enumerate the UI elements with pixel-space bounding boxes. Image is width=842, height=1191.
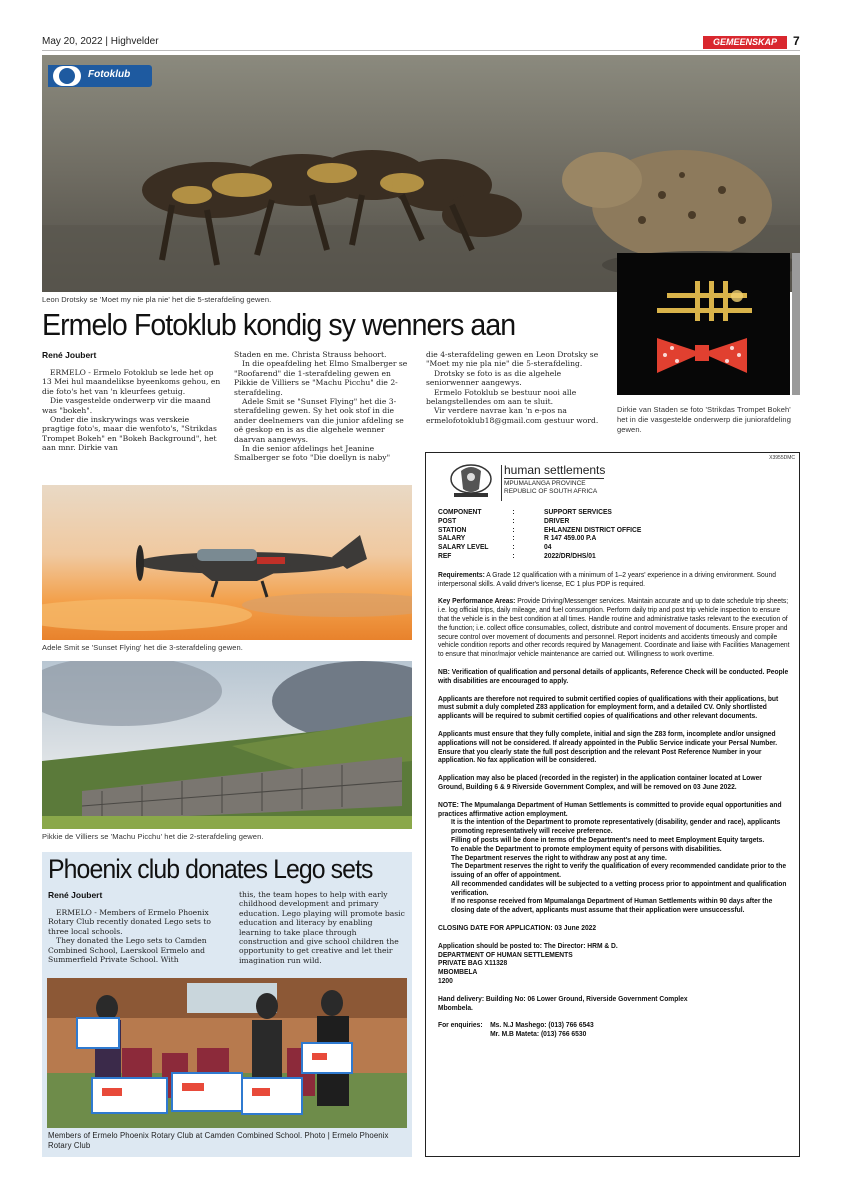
postal-line: PRIVATE BAG X11328 xyxy=(438,958,508,968)
page-number: 7 xyxy=(793,34,800,48)
phoenix-byline: René Joubert xyxy=(48,890,103,900)
phoenix-article-box xyxy=(42,852,412,1157)
article-paragraph: Drotsky se foto is as die algehele seniorwenner aangewys. xyxy=(426,368,562,388)
postal-line: Application should be posted to: The Director: HRM & D. xyxy=(438,940,618,950)
advert-code: X3955DMC xyxy=(769,455,795,461)
post-detail-value: DRIVER xyxy=(544,515,570,525)
trumpet-photo xyxy=(617,253,790,395)
article-paragraph: Vir verdere navrae kan 'n e-pos na ermelofotoklub18@gmail.com gestuur word. xyxy=(426,406,599,425)
article-headline: Ermelo Fotoklub kondig sy wenners aan xyxy=(42,307,516,342)
post-detail-separator: : xyxy=(512,550,515,560)
photo-edge-strip xyxy=(792,253,800,395)
sunset-flying-image xyxy=(42,485,412,640)
sunset-plane-photo xyxy=(42,485,412,640)
phoenix-photo-caption: Members of Ermelo Phoenix Rotary Club at Camden Combined School. Photo | Ermelo Phoenix Rotary Club xyxy=(48,1131,389,1150)
machu-picchu-photo xyxy=(42,661,412,829)
post-detail-label: STATION xyxy=(438,524,467,534)
phoenix-paragraph: They donated the Lego sets to Camden Combined School, Laerskool Ermelo and Summerfield Private School. With xyxy=(48,936,207,965)
note-item: The Department reserves the right to verify the qualification of every recommended candidate prior to the issuing of an offer of appointment. xyxy=(451,861,787,880)
hand-delivery-line: Mbombela. xyxy=(438,1002,473,1012)
article-paragraph: In die opeafdeling het Elmo Smalberger se "Roofarend" die 1-sterafdeling gewen en Pikkie de Villiers se "Machu Picchu" die 2-sterafdeling. xyxy=(234,359,408,397)
kpa-paragraph xyxy=(438,597,790,659)
nb-paragraph: NB: Verification of qualification and personal details of applicants, Reference Check will be conducted. People with disabilities are encouraged to apply. xyxy=(438,666,789,685)
post-detail-row xyxy=(438,508,641,517)
post-detail-separator: : xyxy=(512,524,515,534)
post-detail-separator: : xyxy=(512,533,515,543)
post-detail-label: POST xyxy=(438,515,457,525)
enquiries-label: For enquiries: xyxy=(438,1020,483,1030)
article-paragraph: Staden en me. Christa Strauss behoort. xyxy=(234,350,387,359)
post-detail-separator: : xyxy=(512,542,515,552)
hand-delivery xyxy=(438,995,790,1013)
post-detail-separator: : xyxy=(512,515,515,525)
note-item: It is the intention of the Department to promote representatively (disability, gender and race), applicants promoting representatively will receive preference. xyxy=(451,817,781,836)
logo-divider xyxy=(501,465,502,501)
note-list xyxy=(438,818,790,915)
note-item: Filling of posts will be done in terms of the Department's need to meet Employment Equity targets. xyxy=(451,834,765,844)
camera-lens-icon xyxy=(59,68,75,84)
article-column-2 xyxy=(234,350,414,463)
enquiries-contact: Ms. N.J Mashego: (013) 766 6543 xyxy=(490,1020,594,1030)
z83-paragraph: Applicants must ensure that they fully complete, initial and sign the Z83 form, incomplete and/or unsigned applications will not be considered. If already appointed in the Public Service indicate your Persal Number. Ensure that you clearly state the full post description and the relevant Post Reference Number in your application. No fax application will be considered. xyxy=(438,728,778,765)
dept-logo-title: human settlements xyxy=(504,463,606,477)
postal-address xyxy=(438,942,790,986)
machu-photo-caption: Pikkie de Villiers se 'Machu Picchu' het die 2-sterafdeling gewen. xyxy=(42,832,264,841)
post-detail-label: COMPONENT xyxy=(438,507,482,516)
postal-line: 1200 xyxy=(438,976,453,986)
section-label: GEMEENSKAP xyxy=(703,36,787,49)
note-item: To enable the Department to promote employment equity of persons with disabilities. xyxy=(451,843,722,853)
phoenix-paragraph: ERMELO - Members of Ermelo Phoenix Rotary Club recently donated Lego sets to three local schools. xyxy=(48,908,211,936)
requirements-text: A Grade 12 qualification with a minimum of 1–2 years' experience in a driving environment. Sound interpersonal skills. A valid driver's license, EC 1 plus PDP is required. xyxy=(438,569,776,588)
hand-delivery-line: Hand delivery: Building No: 06 Lower Ground, Riverside Government Complex xyxy=(438,993,688,1003)
dept-logo-rule xyxy=(504,478,604,479)
issue-date: May 20, 2022 | Highvelder xyxy=(42,36,159,47)
note-item: If no response received from Mpumalanga Department of Human Settlements within 90 days after the closing date of the advert, applicants must assume that their application were unsuccessful. xyxy=(451,896,773,915)
kpa-text: Provide Driving/Messenger services. Maintain accurate and up to date schedule trip sheets; i.e. log official trips, daily mileage, and fuel consumption. Perform daily trip and post trip vehicle inspection to ensure that the vehicle is in the best condition at all times. Handle routine and administrative tasks relevant to the execution of the function; i.e. collect office consumables, collect, distribute and control movement of documents. Ensure proper and secure control over movement of documents and personnel. Report incidents and accidents timeously and compile vehicle condition reports and other records required by Management. Coordinate and liaise with Facilities Management to ensure that minor/major vehicle maintenance are carried out. Willingness to work overtime. xyxy=(438,596,790,659)
lego-donation-photo xyxy=(47,978,407,1128)
lego-group-image xyxy=(47,978,407,1128)
post-detail-row xyxy=(438,526,641,535)
coat-of-arms-icon xyxy=(446,461,496,501)
certified-paragraph: Applicants are therefore not required to submit certified copies of qualifications with their applications, but must submit a duly completed Z83 application for employment form, and a detailed CV. Only shortlisted applicants will be required to submit certified copies of qualifications and other relevant documents. xyxy=(438,693,779,721)
post-detail-row xyxy=(438,543,641,552)
phoenix-paragraph: this, the team hopes to help with early childhood development and primary education. Lego playing will promote basic education and literacy by enabling learning to take place through construction and give school children the opportunity to get creative and let their imagination run wild. xyxy=(239,890,405,965)
dept-logo-country: REPUBLIC OF SOUTH AFRICA xyxy=(504,488,598,495)
postal-line: DEPARTMENT OF HUMAN SETTLEMENTS xyxy=(438,949,573,959)
article-paragraph: Ermelo Fotoklub se bestuur nooi alle belangstellendes om aan te sluit. xyxy=(426,387,577,407)
article-byline: René Joubert xyxy=(42,350,97,360)
article-paragraph: Adele Smit se "Sunset Flying" het die 3-sterafdeling gewen. Sy het ook stof in die ander deelnemers van die junior afdeling se oë geskop en is as die algehele wenner daarvan aangewys. xyxy=(234,397,404,444)
header-rule xyxy=(42,50,800,51)
job-advert xyxy=(425,452,800,1157)
phoenix-headline: Phoenix club donates Lego sets xyxy=(48,854,373,884)
note-item: The Department reserves the right to withdraw any post at any time. xyxy=(451,852,667,862)
note-item: All recommended candidates will be subjected to a vetting process prior to appointment and qualification verification. xyxy=(451,878,787,897)
post-detail-value: EHLANZENI DISTRICT OFFICE xyxy=(544,524,642,534)
trumpet-bokeh-image xyxy=(617,253,790,395)
container-paragraph: Application may also be placed (recorded in the register) in the application container located at Lower Ground, Building 6 & 9 Riverside Government Complex, and will be removed on 03 June 2022. xyxy=(438,773,762,791)
phoenix-column-2 xyxy=(239,890,407,965)
note-intro: NOTE: The Mpumalanga Department of Human Settlements is committed to provide equal opportunities and practices affirmative action employment. xyxy=(438,799,782,818)
post-detail-value: 2022/DR/DHS/01 xyxy=(544,550,596,560)
note-paragraph xyxy=(438,801,790,819)
post-detail-value: R 147 459.00 P.A xyxy=(544,533,597,543)
article-column-3 xyxy=(426,350,608,425)
enquiries xyxy=(438,1021,790,1039)
top-photo-caption: Leon Drotsky se 'Moet my nie pla nie' het die 5-sterafdeling gewen. xyxy=(42,295,272,304)
article-paragraph: die 4-sterafdeling gewen en Leon Drotsky se "Moet my nie pla nie" die 5-sterafdeling. xyxy=(426,350,599,369)
requirements-label: Requirements: xyxy=(438,569,485,579)
postal-line: MBOMBELA xyxy=(438,967,478,977)
post-detail-value: 04 xyxy=(544,542,552,552)
article-paragraph: Onder die inskrywings was verskeie pragtige foto's, maar die wenfoto's, "Strikdas Trompet Bokeh" en "Bokeh Background", het aan mnr. Dirkie van xyxy=(42,415,217,453)
article-paragraph: Die vasgestelde onderwerp vir die maand was "bokeh". xyxy=(42,396,211,415)
post-detail-row xyxy=(438,552,641,561)
enquiries-contact: Mr. M.B Mateta: (013) 766 6530 xyxy=(490,1029,587,1039)
article-column-1 xyxy=(42,368,222,453)
plane-photo-caption: Adele Smit se 'Sunset Flying' het die 3-sterafdeling gewen. xyxy=(42,643,243,652)
post-detail-separator: : xyxy=(512,507,515,516)
article-paragraph: In die senior afdelings het Jeanine Smalberger se foto "Die doellyn is naby" xyxy=(234,444,391,463)
post-detail-label: SALARY xyxy=(438,533,466,543)
post-detail-value: SUPPORT SERVICES xyxy=(544,507,612,516)
phoenix-column-1 xyxy=(48,908,226,964)
kpa-label: Key Performance Areas: xyxy=(438,596,516,606)
fotoklub-badge xyxy=(48,65,152,87)
requirements-paragraph xyxy=(438,571,790,589)
dept-logo-province: MPUMALANGA PROVINCE xyxy=(504,480,586,487)
fotoklub-label: Fotoklub xyxy=(88,69,131,80)
closing-date: CLOSING DATE FOR APPLICATION: 03 June 2022 xyxy=(438,923,597,933)
machu-picchu-image xyxy=(42,661,412,829)
post-detail-label: REF xyxy=(438,550,452,560)
post-detail-label: SALARY LEVEL xyxy=(438,542,489,552)
post-details-table xyxy=(438,508,641,561)
article-paragraph: ERMELO - Ermelo Fotoklub se lede het op 13 Mei hul maandelikse byeenkoms gehou, en die foto's het van 'n kleurfees getuig. xyxy=(42,368,221,396)
advert-body xyxy=(438,508,790,1039)
trumpet-photo-caption: Dirkie van Staden se foto 'Strikdas Trompet Bokeh' het in die vasgestelde onderwerp die juniorafdeling gewen. xyxy=(617,405,791,434)
